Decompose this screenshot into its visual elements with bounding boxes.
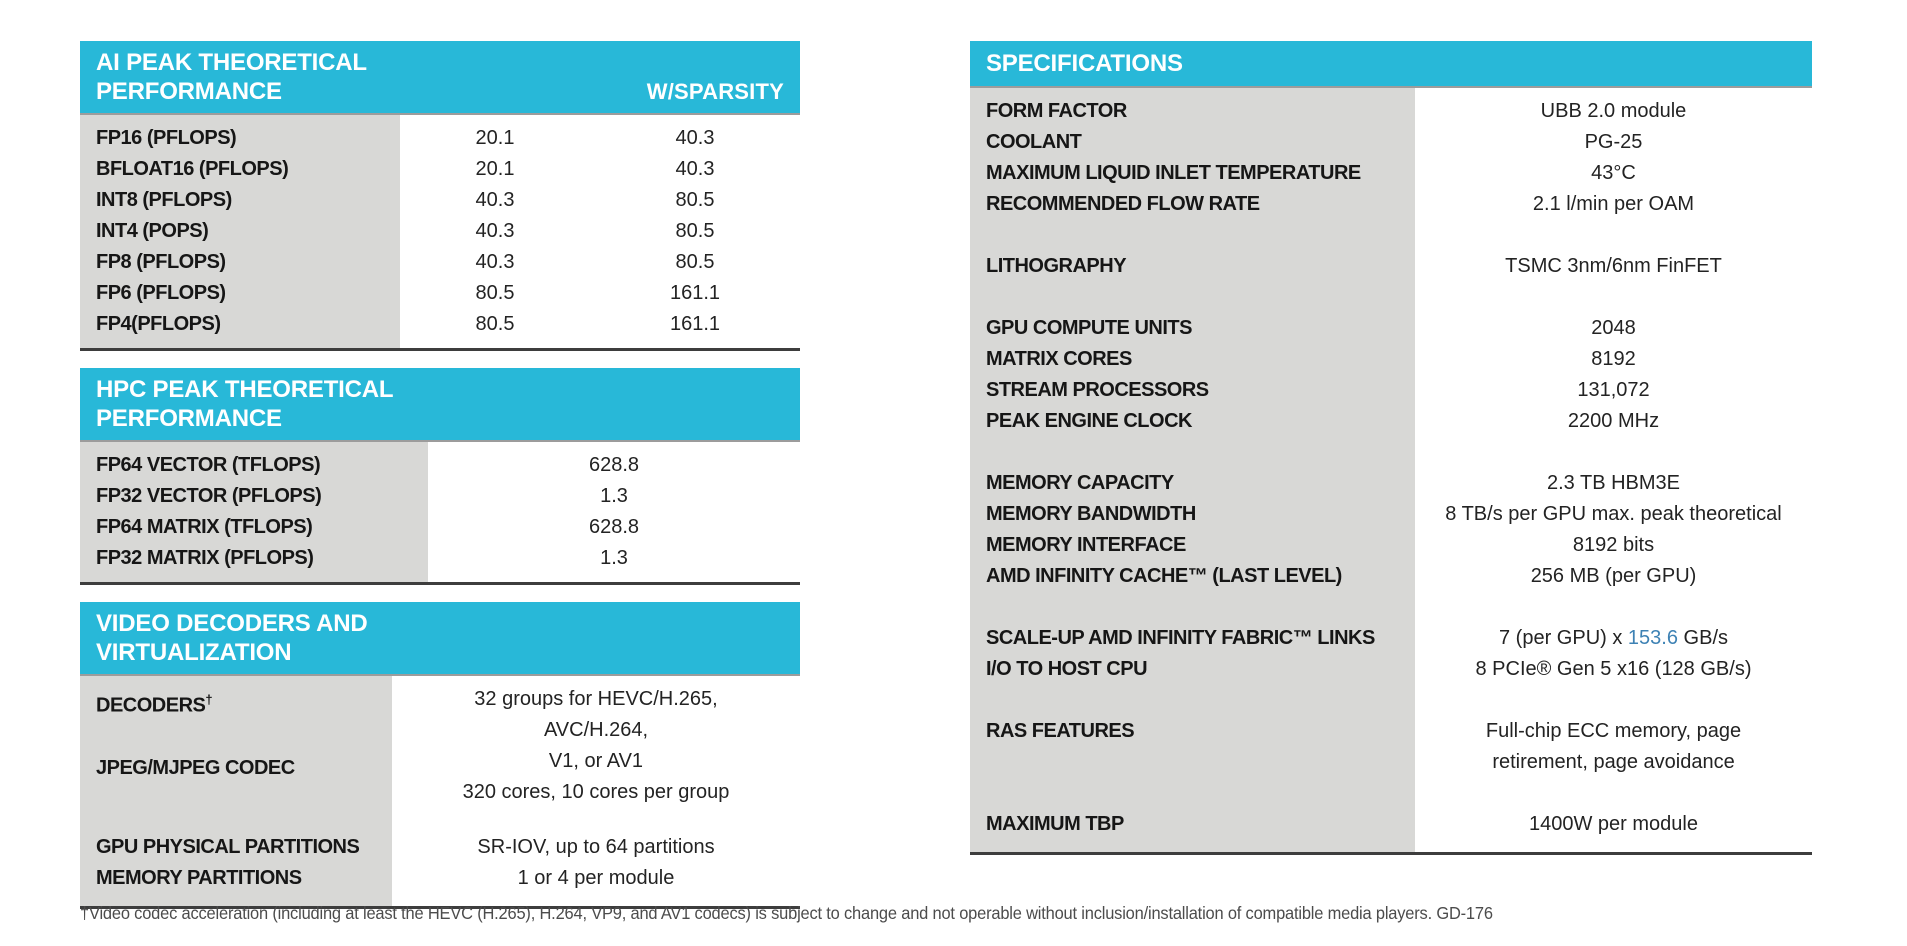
ai-performance-table-body: [80, 115, 800, 348]
table-row: [80, 543, 800, 574]
row-label: COOLANT: [986, 131, 1082, 153]
decoders-label: DECODERS: [96, 694, 206, 717]
table-row: [80, 154, 800, 185]
row-label: PEAK ENGINE CLOCK: [986, 410, 1192, 432]
row-value: [1415, 623, 1812, 654]
row-value: 43°C: [1591, 162, 1636, 184]
table-row: [970, 127, 1812, 158]
video-decoders-table-body: [80, 676, 800, 906]
row-label: INT4 (POPS): [96, 220, 209, 242]
table-row: [970, 809, 1812, 840]
value-highlight: 153.6: [1627, 627, 1678, 649]
footnote-dagger: †: [205, 692, 213, 707]
row-label: STREAM PROCESSORS: [986, 379, 1209, 401]
row-label: MAXIMUM LIQUID INLET TEMPERATURE: [986, 162, 1361, 184]
row-value: 256 MB (per GPU): [1530, 565, 1697, 587]
table-row: [80, 309, 800, 340]
row-value: 131,072: [1577, 379, 1650, 401]
table-row: [970, 251, 1812, 282]
row-label: AMD INFINITY CACHE™ (LAST LEVEL): [986, 565, 1342, 587]
row-label: RAS FEATURES: [986, 720, 1135, 742]
row-label: MATRIX CORES: [986, 348, 1132, 370]
codec-value-line: 32 groups for HEVC/H.265,: [474, 688, 718, 710]
sparsity-column-header: W/SPARSITY: [646, 79, 784, 104]
footnote-text: †Video codec acceleration (including at least the HEVC (H.265), H.264, VP9, and AV1 codecs) is subject to change and not operable without inclusion/installation of compatible media players. GD-176: [80, 903, 1493, 923]
table-row: [80, 863, 800, 894]
spacer: [80, 808, 800, 832]
table-row: [970, 158, 1812, 189]
table-title-line2: PERFORMANCE: [96, 78, 282, 105]
codec-value-line: V1, or AV1: [548, 750, 644, 772]
hpc-performance-table: [80, 368, 800, 585]
group-gap: [970, 220, 1812, 251]
row-label: GPU PHYSICAL PARTITIONS: [96, 836, 360, 858]
table-title-line1: VIDEO DECODERS AND: [96, 610, 368, 637]
row-value: 2.3 TB HBM3E: [1546, 472, 1681, 494]
row-label: FP32 VECTOR (PFLOPS): [96, 485, 322, 507]
row-label: FP64 VECTOR (TFLOPS): [96, 454, 321, 476]
row-label: FP6 (PFLOPS): [96, 282, 226, 304]
table-row: [80, 512, 800, 543]
row-label: FP32 MATRIX (PFLOPS): [96, 547, 314, 569]
row-value: [1415, 716, 1812, 778]
row-label: FP4(PFLOPS): [96, 313, 221, 335]
right-column: [970, 41, 1812, 855]
row-value: 2200 MHz: [1567, 410, 1660, 432]
row-sparsity-value: 161.1: [669, 282, 721, 304]
table-row: [80, 278, 800, 309]
table-row: [970, 499, 1812, 530]
table-row: [970, 189, 1812, 220]
row-label: BFLOAT16 (PFLOPS): [96, 158, 289, 180]
specifications-table-body: [970, 88, 1812, 852]
table-row: [970, 468, 1812, 499]
row-label: INT8 (PFLOPS): [96, 189, 232, 211]
row-value: 40.3: [475, 251, 515, 273]
row-label: MEMORY PARTITIONS: [96, 867, 302, 889]
row-value: 40.3: [475, 220, 515, 242]
group-gap: [970, 685, 1812, 716]
group-gap: [970, 592, 1812, 623]
row-label-jpeg-codec: JPEG/MJPEG CODEC: [96, 756, 295, 779]
row-value: 628.8: [588, 454, 640, 476]
specifications-table: [970, 41, 1812, 855]
codec-value-line: AVC/H.264,: [543, 719, 649, 741]
row-value: 1400W per module: [1529, 813, 1698, 835]
row-value-text: Full-chip ECC memory, page retirement, page avoidance: [1485, 720, 1742, 773]
value-suffix: GB/s: [1677, 627, 1728, 649]
row-value: 8192: [1591, 348, 1636, 370]
left-column: [80, 41, 800, 909]
row-sparsity-value: 80.5: [675, 251, 715, 273]
row-label: SCALE-UP AMD INFINITY FABRIC™ LINKS: [986, 627, 1375, 649]
row-sparsity-value: 80.5: [675, 189, 715, 211]
specifications-table-header: SPECIFICATIONS: [970, 41, 1812, 88]
table-title-line1: HPC PEAK THEORETICAL: [96, 376, 394, 403]
video-decoders-table-header: [80, 602, 800, 676]
row-value: 80.5: [475, 282, 515, 304]
codec-value-line: 320 cores, 10 cores per group: [462, 781, 730, 803]
row-value: 628.8: [588, 516, 640, 538]
codec-labels: [80, 684, 392, 808]
partition-rows: [80, 832, 800, 894]
row-label: RECOMMENDED FLOW RATE: [986, 193, 1260, 215]
ai-performance-table-header: [80, 41, 800, 115]
table-row: [970, 406, 1812, 437]
row-value: 20.1: [475, 127, 515, 149]
row-sparsity-value: 161.1: [669, 313, 721, 335]
row-label: MEMORY CAPACITY: [986, 472, 1174, 494]
table-row: [80, 832, 800, 863]
row-label: I/O TO HOST CPU: [986, 658, 1148, 680]
video-decoders-table: [80, 602, 800, 909]
table-row: [970, 375, 1812, 406]
row-label: GPU COMPUTE UNITS: [986, 317, 1192, 339]
row-sparsity-value: 40.3: [675, 158, 715, 180]
table-row: [970, 96, 1812, 127]
group-gap: [970, 437, 1812, 468]
row-label: MAXIMUM TBP: [986, 813, 1124, 835]
table-row: [970, 313, 1812, 344]
row-label: FP8 (PFLOPS): [96, 251, 226, 273]
row-label: FP64 MATRIX (TFLOPS): [96, 516, 313, 538]
table-row: [970, 716, 1812, 778]
row-value: 8 TB/s per GPU max. peak theoretical: [1445, 503, 1782, 525]
ai-performance-table: [80, 41, 800, 351]
row-value: PG-25: [1584, 131, 1643, 153]
row-value: 20.1: [475, 158, 515, 180]
blank-line: [80, 722, 392, 753]
row-value: SR-IOV, up to 64 partitions: [477, 836, 715, 858]
group-gap: [970, 282, 1812, 313]
table-row: [970, 623, 1812, 654]
table-row: [970, 654, 1812, 685]
row-label: LITHOGRAPHY: [986, 255, 1127, 277]
table-title-line2: VIRTUALIZATION: [96, 639, 292, 666]
table-row: [970, 561, 1812, 592]
row-value: 2.1 l/min per OAM: [1532, 193, 1695, 215]
table-row: [80, 185, 800, 216]
hpc-performance-table-body: [80, 442, 800, 582]
table-row: [80, 450, 800, 481]
table-row: [970, 344, 1812, 375]
row-value: TSMC 3nm/6nm FinFET: [1505, 255, 1722, 277]
table-title-line2: PERFORMANCE: [96, 405, 282, 432]
row-value: 8192 bits: [1572, 534, 1655, 556]
row-value: 80.5: [475, 313, 515, 335]
table-row: [80, 216, 800, 247]
codec-values: [392, 684, 800, 808]
table-row: [970, 530, 1812, 561]
row-sparsity-value: 40.3: [675, 127, 715, 149]
row-label: FP16 (PFLOPS): [96, 127, 237, 149]
value-prefix: 7 (per GPU) x: [1499, 627, 1628, 649]
row-label-decoders: [80, 684, 392, 722]
row-value: UBB 2.0 module: [1540, 100, 1687, 122]
row-sparsity-value: 80.5: [675, 220, 715, 242]
table-row: [80, 481, 800, 512]
row-value: 40.3: [475, 189, 515, 211]
table-title-line1: AI PEAK THEORETICAL: [96, 49, 367, 76]
row-value: 1 or 4 per module: [517, 867, 675, 889]
table-row: [80, 247, 800, 278]
row-value: 1.3: [600, 485, 628, 507]
table-row: [80, 123, 800, 154]
row-label: MEMORY BANDWIDTH: [986, 503, 1196, 525]
row-value: 8 PCIe® Gen 5 x16 (128 GB/s): [1475, 658, 1752, 680]
group-gap: [970, 778, 1812, 809]
row-value: 2048: [1591, 317, 1636, 339]
row-label: FORM FACTOR: [986, 100, 1127, 122]
row-value: 1.3: [600, 547, 628, 569]
codec-block: [80, 684, 800, 808]
row-label: MEMORY INTERFACE: [986, 534, 1186, 556]
hpc-performance-table-header: [80, 368, 800, 442]
